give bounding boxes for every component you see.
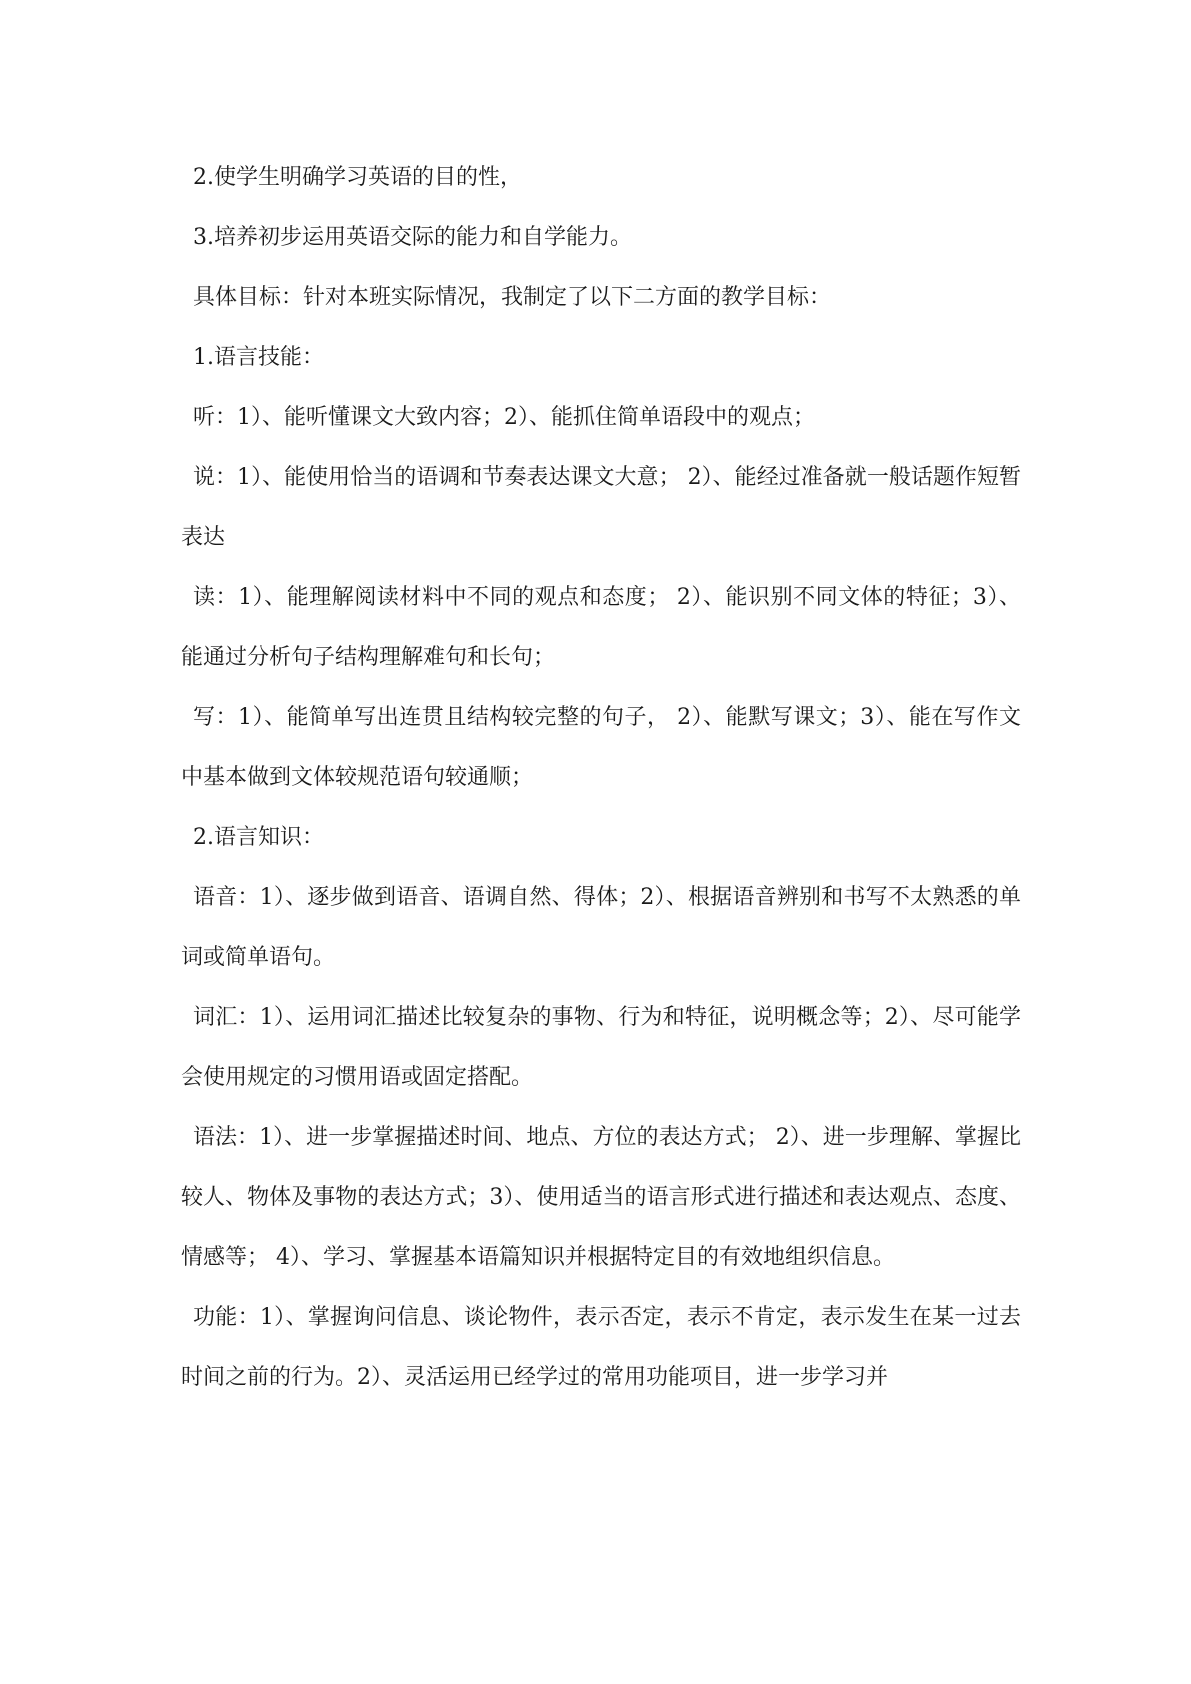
paragraph-goal-2: 2.使学生明确学习英语的目的性， bbox=[193, 165, 522, 190]
paragraph-listening: 听：1）、能听懂课文大致内容；2）、能抓住简单语段中的观点； bbox=[193, 405, 815, 430]
paragraph-specific-goals: 具体目标：针对本班实际情况，我制定了以下二方面的教学目标： bbox=[193, 285, 832, 310]
heading-language-knowledge: 2.语言知识： bbox=[193, 825, 324, 850]
paragraph-writing: 写：1）、能简单写出连贯且结构较完整的句子， 2）、能默写课文；3）、能在写作文中基本做到文体较规范语句较通顺； bbox=[181, 705, 1021, 790]
paragraph-reading: 读：1）、能理解阅读材料中不同的观点和态度； 2）、能识别不同文体的特征；3）、能通过分析句子结构理解难句和长句； bbox=[181, 585, 1021, 670]
paragraph-speaking: 说：1）、能使用恰当的语调和节奏表达课文大意； 2）、能经过准备就一般话题作短暂表达 bbox=[181, 465, 1021, 550]
heading-language-skills: 1.语言技能： bbox=[193, 345, 324, 370]
paragraph-functions: 功能：1）、掌握询问信息、谈论物件，表示否定，表示不肯定，表示发生在某一过去时间之前的行为。2）、灵活运用已经学过的常用功能项目，进一步学习并 bbox=[181, 1305, 1021, 1390]
document-body bbox=[181, 148, 1021, 1408]
paragraph-grammar: 语法：1）、进一步掌握描述时间、地点、方位的表达方式； 2）、进一步理解、掌握比较人、物体及事物的表达方式；3）、使用适当的语言形式进行描述和表达观点、态度、情感等； 4）、学习、掌握基本语篇知识并根据特定目的有效地组织信息。 bbox=[181, 1125, 1021, 1270]
paragraph-vocabulary: 词汇：1）、运用词汇描述比较复杂的事物、行为和特征，说明概念等；2）、尽可能学会使用规定的习惯用语或固定搭配。 bbox=[181, 1005, 1021, 1090]
paragraph-goal-3: 3.培养初步运用英语交际的能力和自学能力。 bbox=[193, 225, 632, 250]
paragraph-pronunciation: 语音：1）、逐步做到语音、语调自然、得体；2）、根据语音辨别和书写不太熟悉的单词或简单语句。 bbox=[181, 885, 1021, 970]
